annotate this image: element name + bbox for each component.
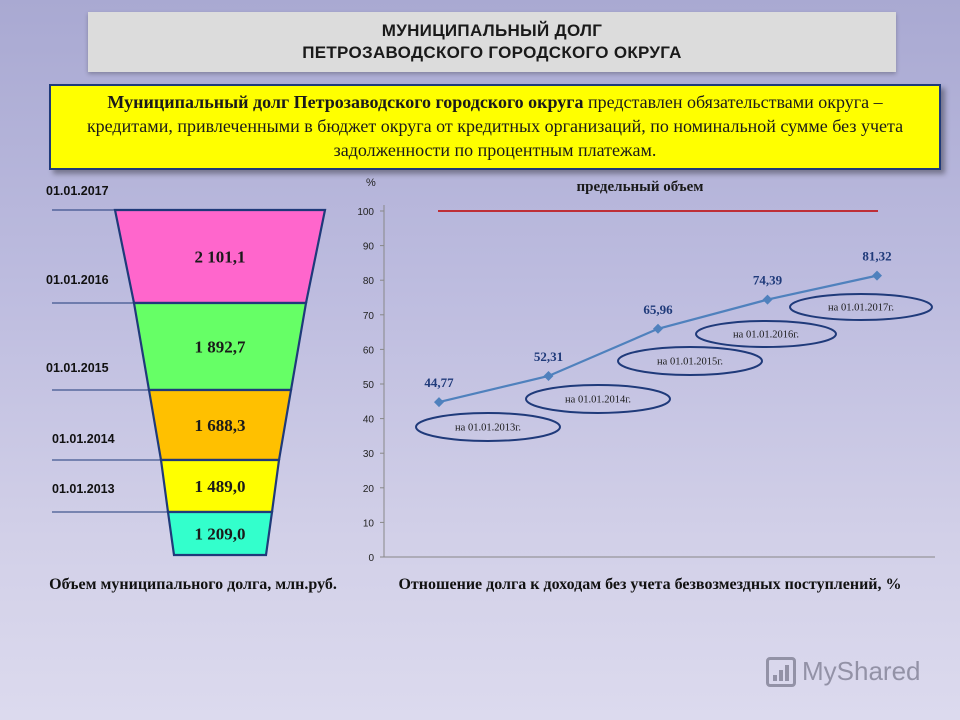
funnel-value-label: 1 489,0: [194, 477, 246, 496]
line-caption: Отношение долга к доходам без учета безвозмездных поступлений, %: [398, 576, 902, 593]
point-value-label: 65,96: [643, 301, 673, 317]
y-tick-label: 40: [362, 414, 374, 426]
intro-bold: Муниципальный долг Петрозаводского городского округа: [107, 92, 584, 112]
series-line: [439, 276, 877, 402]
funnel-date-label: 01.01.2017: [46, 184, 109, 198]
funnel-date-label: 01.01.2015: [46, 361, 109, 375]
y-tick-label: 0: [368, 553, 374, 564]
y-axis-unit: %: [366, 177, 376, 189]
y-tick-label: 30: [362, 449, 374, 461]
y-tick-label: 10: [362, 518, 374, 530]
y-tick-label: 20: [362, 483, 374, 495]
title-line-2: ПЕТРОЗАВОДСКОГО ГОРОДСКОГО ОКРУГА: [302, 43, 682, 62]
point-value-label: 74,39: [752, 272, 783, 288]
mini-chart-icon: [766, 657, 796, 687]
point-value-label: 81,32: [862, 248, 892, 264]
y-tick-label: 80: [362, 276, 374, 288]
point-value-label: 44,77: [424, 375, 454, 391]
y-tick-label: 50: [362, 380, 374, 391]
funnel-date-label: 01.01.2016: [46, 273, 109, 287]
y-tick-label: 100: [357, 207, 374, 218]
funnel-value-label: 1 209,0: [194, 524, 246, 544]
point-date-label: на 01.01.2016г.: [733, 329, 799, 341]
funnel-date-label: 01.01.2014: [52, 432, 115, 446]
point-value-label: 52,31: [533, 349, 564, 365]
title-line-1: МУНИЦИПАЛЬНЫЙ ДОЛГ: [381, 21, 603, 40]
limit-label: предельный объем: [576, 179, 704, 195]
point-date-label: на 01.01.2015г.: [657, 356, 723, 368]
point-date-label: на 01.01.2014г.: [565, 394, 631, 406]
series-point: [544, 371, 554, 381]
series-point: [653, 324, 663, 334]
funnel-caption: Объем муниципального долга, млн.руб.: [49, 576, 337, 593]
point-date-label: на 01.01.2013г.: [455, 422, 521, 434]
funnel-date-label: 01.01.2013: [52, 482, 115, 496]
watermark-text: MyShared: [802, 656, 921, 686]
watermark: [766, 656, 921, 687]
series-point: [763, 295, 773, 305]
funnel-value-label: 2 101,1: [194, 247, 246, 267]
y-tick-label: 60: [362, 345, 374, 357]
funnel-value-label: 1 892,7: [194, 337, 246, 357]
point-date-label: на 01.01.2017г.: [828, 302, 894, 314]
series-point: [872, 271, 882, 281]
y-tick-label: 70: [362, 310, 374, 322]
intro-text: представлен обязательствами округа – кредитами, привлеченными в бюджет округа от кредитных организаций, по номинальной сумме без учета задолженности по процентным платежам.: [86, 92, 904, 160]
funnel-value-label: 1 688,3: [194, 416, 246, 435]
series-point: [434, 397, 444, 407]
y-tick-label: 90: [362, 241, 374, 253]
